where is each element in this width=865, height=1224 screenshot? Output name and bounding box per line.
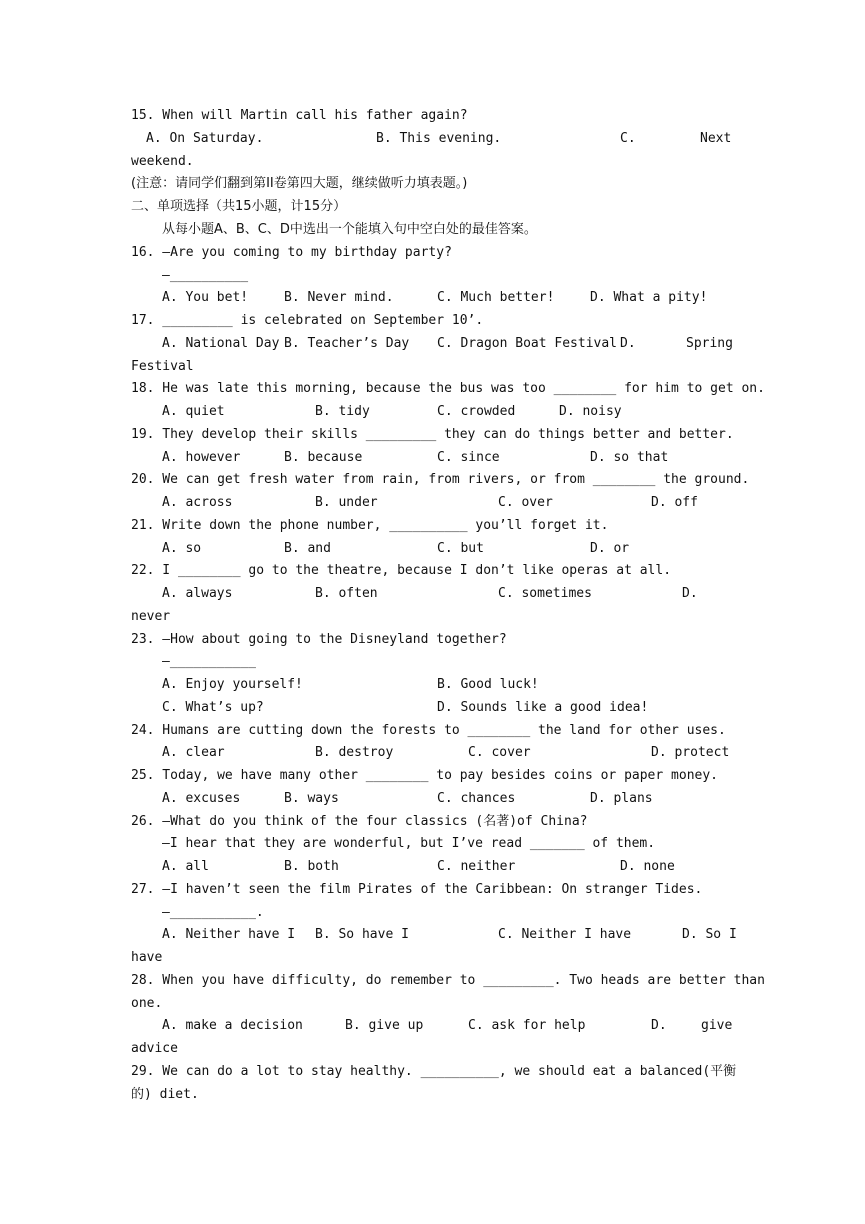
section-heading: 二、单项选择（共15小题，计15分） <box>131 199 347 214</box>
q17-option-a: A. National Day <box>162 336 280 351</box>
q24-option-c: C. cover <box>468 745 531 760</box>
q24-option-a: A. clear <box>162 745 225 760</box>
question-29: 29. We can do a lot to stay healthy. __________, we should eat a balanced(平衡 <box>131 1064 737 1079</box>
q22-option-d-wrap: never <box>131 609 171 624</box>
section-instruction: 从每小题A、B、C、D中选出一个能填入句中空白处的最佳答案。 <box>162 222 537 237</box>
q27-reply: —___________. <box>162 905 264 920</box>
q20-option-b: B. under <box>315 495 378 510</box>
q22-option-a: A. always <box>162 586 233 601</box>
q16-option-c: C. Much better! <box>437 290 555 305</box>
q23-option-d: D. Sounds like a good idea! <box>437 700 649 715</box>
q21-option-b: B. and <box>284 541 331 556</box>
question-17: 17. _________ is celebrated on September 10’. <box>131 313 484 328</box>
q17-option-d-wrap: Festival <box>131 359 194 374</box>
q18-option-c: C. crowded <box>437 404 516 419</box>
q27-option-c: C. Neither I have <box>498 927 632 942</box>
q22-option-b: B. often <box>315 586 378 601</box>
q22-option-d: D. <box>682 586 698 601</box>
question-26: 26. —What do you think of the four classics (名著)of China? <box>131 814 588 829</box>
q15-option-a: A. On Saturday. <box>146 131 264 146</box>
q26-option-c: C. neither <box>437 859 516 874</box>
question-16: 16. —Are you coming to my birthday party? <box>131 245 452 260</box>
q26-option-b: B. both <box>284 859 339 874</box>
q28-option-a: A. make a decision <box>162 1018 303 1033</box>
q21-option-c: C. but <box>437 541 484 556</box>
q19-option-c: C. since <box>437 450 500 465</box>
question-20: 20. We can get fresh water from rain, from rivers, or from ________ the ground. <box>131 472 750 487</box>
q27-option-d-wrap: have <box>131 950 163 965</box>
q15-option-b: B. This evening. <box>376 131 502 146</box>
q26-option-d: D. none <box>620 859 675 874</box>
q27-option-d: D. So I <box>682 927 737 942</box>
q28-option-d: D. <box>651 1018 667 1033</box>
q28-option-c: C. ask for help <box>468 1018 586 1033</box>
q15-option-c-text: Next <box>700 131 732 146</box>
q15-option-c-wrap: weekend. <box>131 154 194 169</box>
q18-option-b: B. tidy <box>315 404 370 419</box>
q23-option-a: A. Enjoy yourself! <box>162 677 303 692</box>
q15-option-c: C. <box>620 131 636 146</box>
q27-option-a: A. Neither have I <box>162 927 296 942</box>
q20-option-c: C. over <box>498 495 553 510</box>
q22-option-c: C. sometimes <box>498 586 592 601</box>
question-21: 21. Write down the phone number, __________ you’ll forget it. <box>131 518 609 533</box>
listening-notice: (注意：请同学们翻到第II卷第四大题，继续做听力填表题。) <box>131 176 468 191</box>
q24-option-d: D. protect <box>651 745 730 760</box>
q20-option-d: D. off <box>651 495 698 510</box>
q17-option-b: B. Teacher’s Day <box>284 336 410 351</box>
q23-option-b: B. Good luck! <box>437 677 539 692</box>
q19-option-a: A. however <box>162 450 241 465</box>
q16-option-b: B. Never mind. <box>284 290 394 305</box>
q23-option-c: C. What’s up? <box>162 700 264 715</box>
q28-option-b: B. give up <box>345 1018 424 1033</box>
q21-option-a: A. so <box>162 541 202 556</box>
question-29-wrap: 的) diet. <box>131 1087 199 1102</box>
question-22: 22. I ________ go to the theatre, because I don’t like operas at all. <box>131 563 672 578</box>
q25-option-c: C. chances <box>437 791 516 806</box>
q17-option-d-text: Spring <box>686 336 733 351</box>
q28-option-d-text: give <box>701 1018 733 1033</box>
q18-option-d: D. noisy <box>559 404 622 419</box>
q18-option-a: A. quiet <box>162 404 225 419</box>
q17-option-d: D. <box>620 336 636 351</box>
question-28-wrap: one. <box>131 996 163 1011</box>
question-24: 24. Humans are cutting down the forests to ________ the land for other uses. <box>131 723 726 738</box>
q26-reply: —I hear that they are wonderful, but I’ve read _______ of them. <box>162 836 656 851</box>
question-15: 15. When will Martin call his father again? <box>131 108 468 123</box>
q25-option-d: D. plans <box>590 791 653 806</box>
q21-option-d: D. or <box>590 541 630 556</box>
q24-option-b: B. destroy <box>315 745 394 760</box>
q16-reply: —__________ <box>162 268 249 283</box>
question-18: 18. He was late this morning, because the bus was too ________ for him to get on. <box>131 381 765 396</box>
q23-reply: —___________ <box>162 654 256 669</box>
question-25: 25. Today, we have many other ________ to pay besides coins or paper money. <box>131 768 718 783</box>
q26-option-a: A. all <box>162 859 209 874</box>
question-23: 23. —How about going to the Disneyland together? <box>131 632 507 647</box>
q27-option-b: B. So have I <box>315 927 409 942</box>
q19-option-b: B. because <box>284 450 363 465</box>
question-27: 27. —I haven’t seen the film Pirates of the Caribbean: On stranger Tides. <box>131 882 703 897</box>
question-28: 28. When you have difficulty, do remember to _________. Two heads are better than <box>131 973 765 988</box>
q16-option-d: D. What a pity! <box>590 290 708 305</box>
q17-option-c: C. Dragon Boat Festival <box>437 336 618 351</box>
q28-option-d-wrap: advice <box>131 1041 178 1056</box>
question-19: 19. They develop their skills _________ they can do things better and better. <box>131 427 734 442</box>
q20-option-a: A. across <box>162 495 233 510</box>
q16-option-a: A. You bet! <box>162 290 249 305</box>
q25-option-a: A. excuses <box>162 791 241 806</box>
q19-option-d: D. so that <box>590 450 669 465</box>
q25-option-b: B. ways <box>284 791 339 806</box>
